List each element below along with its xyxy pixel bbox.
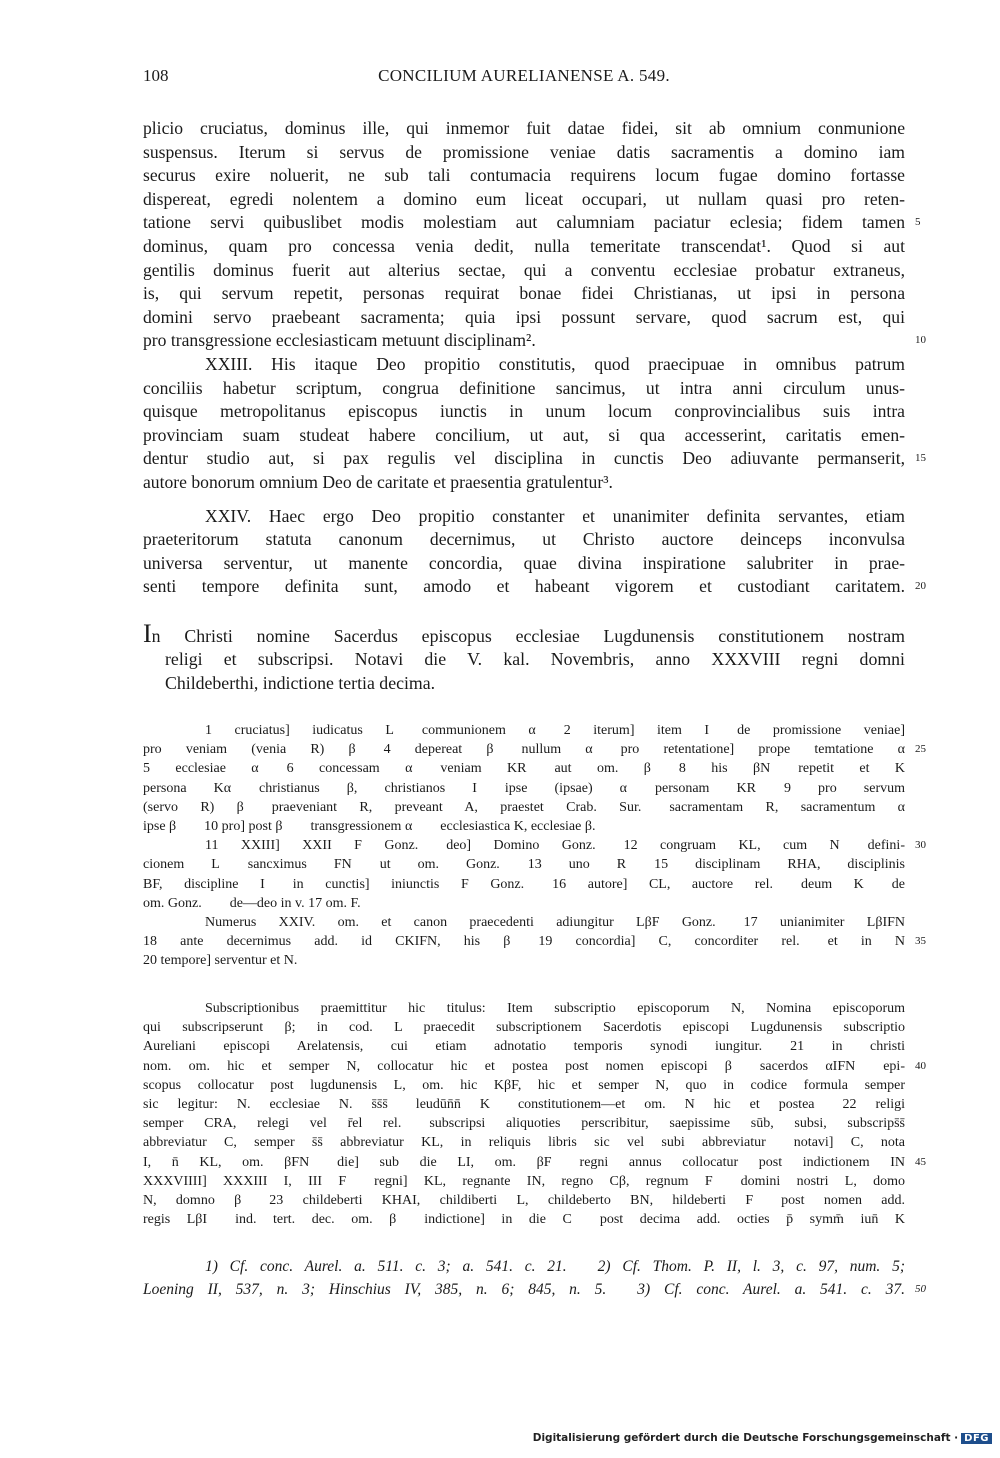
critical-apparatus	[143, 721, 926, 970]
line-text: cionem L sancximus FN ut om. Gonz. 13 uno R 15 disciplinam RHA, disciplinis	[143, 857, 905, 873]
text-line	[143, 932, 926, 951]
text-line	[143, 164, 905, 188]
line-text: Childeberthi, indictione tertia decima.	[165, 672, 436, 693]
text-line	[143, 1018, 905, 1037]
line-text: gentilis dominus fuerit aut alterius sectae, qui a conventu ecclesiae probatur extraneus,	[143, 259, 905, 280]
text-line	[143, 1114, 905, 1133]
text-line	[143, 1133, 905, 1152]
line-text: XXIV. Haec ergo Deo propitio constanter et unanimiter definita servantes, etiam	[205, 505, 905, 526]
line-text: XXIII. His itaque Deo propitio constitutis, quod praecipuae in omnibus patrum	[205, 353, 905, 374]
line-text: conciliis habetur scriptum, congrua definitione sancimus, ut intra anni circulum unus-	[143, 377, 905, 398]
text-line	[143, 141, 905, 165]
text-line	[143, 1278, 926, 1301]
line-number: 25	[915, 743, 926, 756]
line-text: BF, discipline I in cunctis] iniunctis F Gonz. 16 autore] CL, auctore rel. deum K de	[143, 876, 905, 892]
text-line	[143, 855, 905, 874]
text-line	[143, 894, 905, 913]
text-line	[143, 648, 905, 672]
text-line	[143, 740, 926, 759]
line-text: praeteritorum statuta canonum decernimus, ut Christo auctore deinceps inconvulsa	[143, 529, 905, 550]
line-text: Loening II, 537, n. 3; Hinschius IV, 385, n. 6; 845, n. 5. 3) Cf. conc. Aurel. a. 541. c. 37.	[143, 1281, 905, 1298]
text-line	[143, 377, 905, 401]
text-line	[143, 913, 905, 932]
text-line	[143, 282, 905, 306]
line-text: Aureliani episcopi Arelatensis, cui etiam adnotatio temporis synodi iungitur. 21 in christi	[143, 1039, 905, 1055]
line-text: persona Kα christianus β, christianos I ipse (ipsae) α personam KR 9 pro servum	[143, 780, 905, 796]
text-line	[143, 817, 905, 836]
line-text: nom. om. hic et semper N, collocatur hic et postea post nomen episcopi β sacerdos αIFN epi-	[143, 1058, 905, 1074]
text-line	[143, 1095, 905, 1114]
text-line	[143, 836, 926, 855]
line-number: 40	[915, 1059, 926, 1072]
line-text: regis LβI ind. tert. dec. om. β indictione] in die C post decima add. octies p̄ symm̄ iun̄ K	[143, 1212, 905, 1228]
line-text: securus exire noluerit, ne sub tali contumacia requirens locum fugae domino fortasse	[143, 165, 905, 186]
line-number: 10	[915, 334, 926, 347]
line-number: 5	[915, 216, 921, 229]
line-number: 45	[915, 1155, 926, 1168]
text-line	[143, 306, 905, 330]
line-text: domini servo praebeant sacramenta; quia ipsi possunt servare, quod sacrum est, qui	[143, 306, 905, 327]
line-text: 5 ecclesiae α 6 concessam α veniam KR aut om. β 8 his βN repetit et K	[143, 761, 905, 777]
line-text: tatione servi quibuslibet modis molestiam aut calumniam paciatur eclesia; fidem tamen	[143, 212, 905, 233]
running-title: CONCILIUM AURELIANENSE A. 549.	[378, 66, 670, 85]
line-text: scopus collocatur post lugdunensis L, om. hic KβF, hic et semper N, quo in codice formula semper	[143, 1077, 905, 1093]
text-line	[143, 188, 905, 212]
text-line	[143, 1037, 905, 1056]
line-number: 20	[915, 580, 926, 593]
text-line	[143, 575, 926, 599]
text-line	[143, 951, 905, 970]
line-text: dispereat, egredi nolentem a domino eum liceat occupari, ut nullam quasi pro reten-	[143, 188, 905, 209]
line-text: ipse β 10 pro] post β transgressionem α ecclesiastica K, ecclesiae β.	[143, 818, 596, 834]
line-number: 15	[915, 452, 926, 465]
text-line	[143, 1153, 926, 1172]
text-line	[143, 999, 905, 1018]
line-text: universa serventur, ut manente concordia, quae divina inspiratione salubriter in prae-	[143, 552, 905, 573]
text-line	[143, 1057, 926, 1076]
text-line	[143, 759, 905, 778]
text-line	[143, 672, 905, 696]
digitization-credit	[533, 1432, 992, 1444]
line-text: suspensus. Iterum si servus de promissione veniae datis sacramentis a domino iam	[143, 141, 905, 162]
text-line	[143, 471, 905, 495]
text-line	[143, 552, 905, 576]
line-text: 1) Cf. conc. Aurel. a. 511. c. 3; a. 541. c. 21. 2) Cf. Thom. P. II, l. 3, c. 97, num. 5;	[205, 1258, 905, 1275]
line-text: Subscriptionibus praemittitur hic titulus: Item subscriptio episcoporum N, Nomina episcoporum	[205, 1001, 905, 1016]
text-line	[143, 1172, 905, 1191]
line-text: In Christi nomine Sacerdus episcopus ecclesiae Lugdunensis constitutionem nostram	[143, 619, 905, 648]
text-line	[143, 259, 905, 283]
line-text: Numerus XXIV. om. et canon praecedenti adiungitur LβF Gonz. 17 unianimiter LβIFN	[205, 914, 905, 930]
text-line	[143, 211, 921, 235]
footnotes	[143, 1255, 926, 1301]
line-text: om. Gonz. de—deo in v. 17 om. F.	[143, 895, 361, 911]
text-line	[143, 1210, 905, 1229]
line-number: 50	[915, 1283, 926, 1295]
text-line	[143, 1255, 905, 1278]
dfg-logo: DFG	[961, 1433, 992, 1444]
line-text: sic legitur: N. ecclesiae N. s̄s̄s̄ leudūn̄n̄ K constitutionem—et om. N hic et postea 22 religi	[143, 1096, 905, 1112]
text-line	[143, 1191, 905, 1210]
text-line	[143, 798, 905, 817]
main-text	[143, 117, 926, 599]
text-line	[143, 353, 905, 377]
line-text: autore bonorum omnium Deo de caritate et praesentia gratulentur³.	[143, 471, 613, 492]
text-line	[143, 619, 905, 648]
line-text: 18 ante decernimus add. id CKIFN, his β 19 concordia] C, concorditer rel. et in N	[143, 934, 905, 950]
text-line	[143, 875, 905, 894]
text-line	[143, 447, 926, 471]
line-text: XXXVIIII] XXXIII I, III F regni] KL, regnante IN, regno Cβ, regnum F domini nostri L, domo	[143, 1173, 905, 1189]
line-number: 30	[915, 839, 926, 852]
subscription-text	[143, 619, 905, 695]
line-text: (servo R) β praeveniant R, preveant A, praestet Crab. Sur. sacramentam R, sacramentum α	[143, 799, 905, 815]
text-line	[143, 1076, 905, 1095]
text-line	[143, 400, 905, 424]
text-line	[143, 721, 905, 740]
line-text: pro veniam (venia R) β 4 depereat β nullum α pro retentatione] prope temtatione α	[143, 742, 905, 758]
line-text: plicio cruciatus, dominus ille, qui inmemor fuit datae fidei, sit ab omnium conmunione	[143, 118, 905, 138]
page-number: 108	[143, 66, 169, 85]
line-text: 20 tempore] serventur et N.	[143, 953, 298, 969]
line-text: provinciam suam studeat habere concilium, ut aut, si qua accesserint, caritatis emen-	[143, 424, 905, 445]
line-text: N, domno β 23 childeberti KHAI, childiberti L, childeberto BN, hildeberti F post nomen add.	[143, 1192, 905, 1208]
text-line	[143, 235, 905, 259]
text-line	[143, 505, 905, 529]
line-text: dentur studio aut, si pax regulis vel disciplina in cunctis Deo adiuvante permanserit,	[143, 448, 905, 469]
line-text: 1 cruciatus] iudicatus L communionem α 2 iterum] item I de promissione veniae]	[205, 723, 905, 738]
text-line	[143, 424, 905, 448]
line-text: dominus, quam pro concessa venia dedit, nulla temeritate transcendat¹. Quod si aut	[143, 235, 905, 256]
credit-text: Digitalisierung gefördert durch die Deutsche Forschungsgemeinschaft ·	[532, 1432, 959, 1444]
line-text: abbreviatur C, semper s̄s̄ abbreviatur KL, in reliquis libris sic vel subi abbreviatur notavi] C, nota	[143, 1135, 905, 1151]
line-text: religi et subscripsi. Notavi die V. kal. Novembris, anno XXXVIII regni domni	[165, 648, 905, 669]
line-text: 11 XXIII] XXII F Gonz. deo] Domino Gonz. 12 congruam KL, cum N defini-	[205, 838, 905, 854]
running-head	[143, 66, 905, 90]
text-line	[143, 117, 905, 141]
line-number: 35	[915, 935, 926, 948]
line-text: senti tempore definita sunt, amodo et habeant vigorem et custodiant caritatem.	[143, 576, 905, 597]
line-text: qui subscripserunt β; in cod. L praecedit subscriptionem Sacerdotis episcopi Lugdunensis subscriptio	[143, 1020, 905, 1036]
critical-apparatus-subscriptions	[143, 999, 926, 1229]
text-line	[143, 779, 905, 798]
line-text: pro transgressione ecclesiasticam metuunt disciplinam².	[143, 330, 536, 351]
text-line	[143, 528, 905, 552]
line-text: quisque metropolitanus episcopus iunctis in unum locum conprovincialibus suis intra	[143, 401, 905, 422]
line-text: semper CRA, relegi vel r̄el rel. subscripsi aliquoties perscribitur, saepissime sūb, subsi, subscrips̄s̄	[143, 1116, 905, 1132]
line-text: I, n̄ KL, om. βFN die] sub die LI, om. βF regni annus collocatur post indictionem IN	[143, 1154, 905, 1170]
line-text: is, qui servum repetit, personas requirat bonae fidei Christianas, ut ipsi in persona	[143, 283, 905, 304]
text-line	[143, 329, 926, 353]
